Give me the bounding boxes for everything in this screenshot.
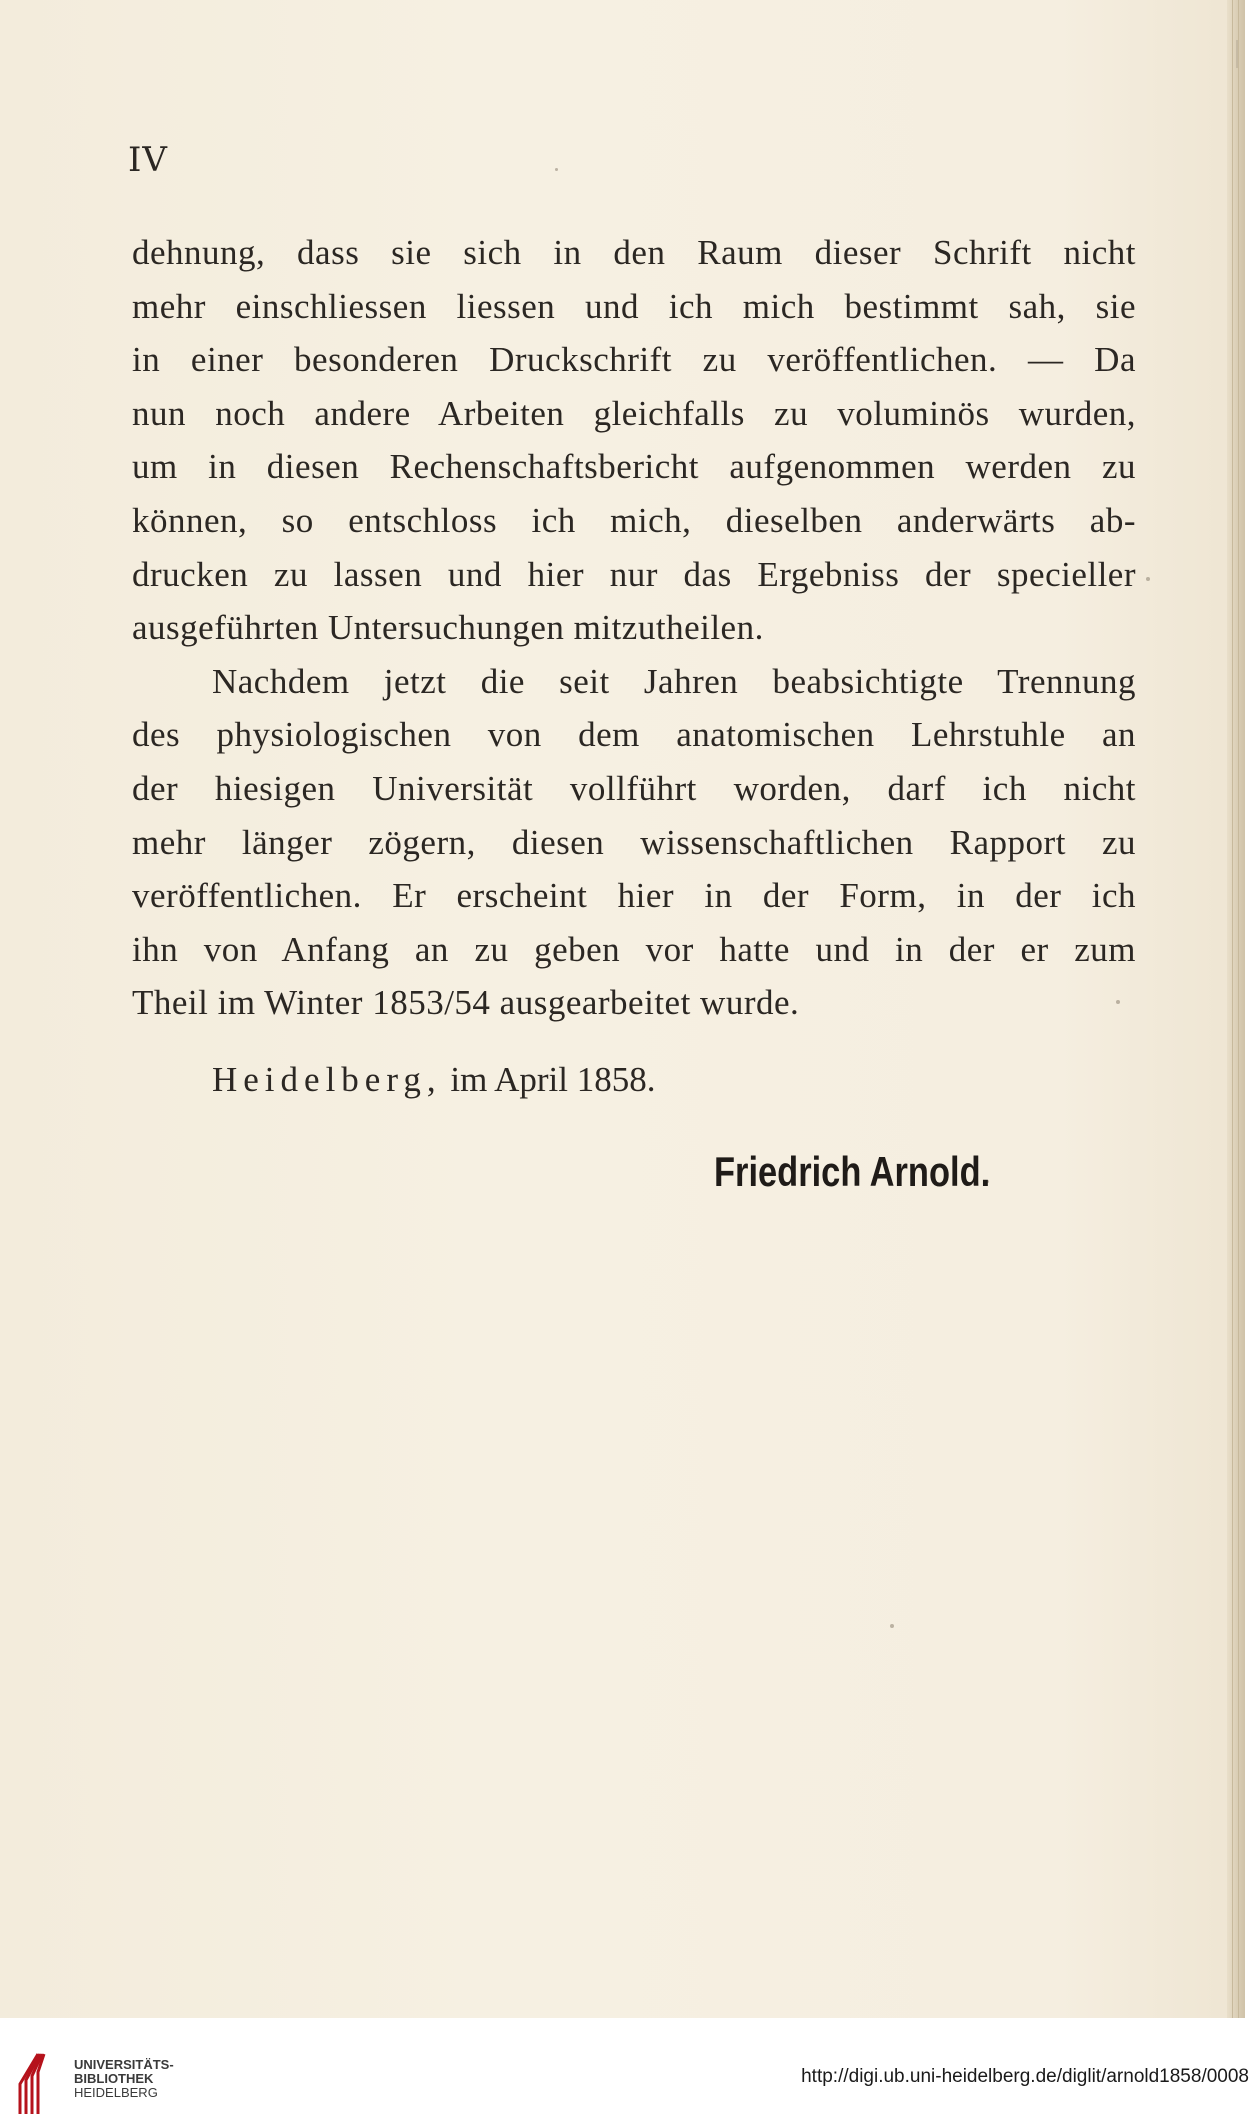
text-line: mehr länger zögern, diesen wissenschaftlichen Rapport zu — [132, 822, 1136, 862]
text-line: veröffentlichen. Er erscheint hier in der Form, in der ich — [132, 876, 1136, 916]
text-line: nun noch andere Arbeiten gleichfalls zu voluminös wurden, — [132, 393, 1136, 433]
text-line: dehnung, dass sie sich in den Raum dieser Schrift nicht — [132, 233, 1136, 272]
signature: Friedrich Arnold. — [714, 1148, 991, 1195]
text-line: des physiologischen von dem anatomischen Lehrstuhle an — [132, 715, 1136, 755]
text-line: können, so entschloss ich mich, dieselben anderwärts ab- — [132, 500, 1136, 540]
body-text — [132, 226, 1136, 1030]
date-rest: im April 1858. — [441, 1060, 656, 1099]
library-name-line: HEIDELBERG — [74, 2085, 158, 2100]
page-edge — [1227, 0, 1245, 2018]
source-url-link[interactable]: http://digi.ub.uni-heidelberg.de/diglit/arnold1858/0008 — [801, 2066, 1249, 2087]
date-line — [212, 1060, 656, 1100]
text-line: der hiesigen Universität vollführt worden, darf ich nicht — [132, 768, 1136, 808]
page-edge-line — [1232, 0, 1233, 2018]
library-logo-icon — [10, 2050, 66, 2118]
library-name-line: BIBLIOTHEK — [74, 2071, 154, 2086]
library-name-line: UNIVERSITÄTS- — [74, 2057, 174, 2072]
paper-speck — [890, 1624, 894, 1628]
text-line: ihn von Anfang an zu geben vor hatte und in der er zum — [132, 929, 1136, 969]
text-line: mehr einschliessen liessen und ich mich bestimmt sah, sie — [132, 286, 1136, 326]
text-line: ausgeführten Untersuchungen mitzutheilen. — [132, 608, 764, 648]
paragraph-2 — [132, 655, 1136, 1030]
date-place: Heidelberg, — [212, 1060, 442, 1099]
paper-speck — [1236, 40, 1238, 68]
paper-speck — [555, 168, 558, 171]
text-line: um in diesen Rechenschaftsbericht aufgenommen werden zu — [132, 447, 1136, 487]
page-number: IV — [128, 140, 168, 180]
text-line: Theil im Winter 1853/54 ausgearbeitet wurde. — [132, 983, 800, 1023]
text-line: drucken zu lassen und hier nur das Ergebniss der specieller — [132, 554, 1136, 594]
paper-speck — [1146, 577, 1150, 581]
library-name — [74, 2058, 174, 2100]
paragraph-1 — [132, 226, 1136, 655]
text-line: in einer besonderen Druckschrift zu veröffentlichen. — Da — [132, 340, 1136, 380]
text-line: Nachdem jetzt die seit Jahren beabsichtigte Trennung — [212, 661, 1136, 701]
page-edge-line — [1238, 0, 1239, 2018]
footer-bar — [0, 2018, 1259, 2126]
